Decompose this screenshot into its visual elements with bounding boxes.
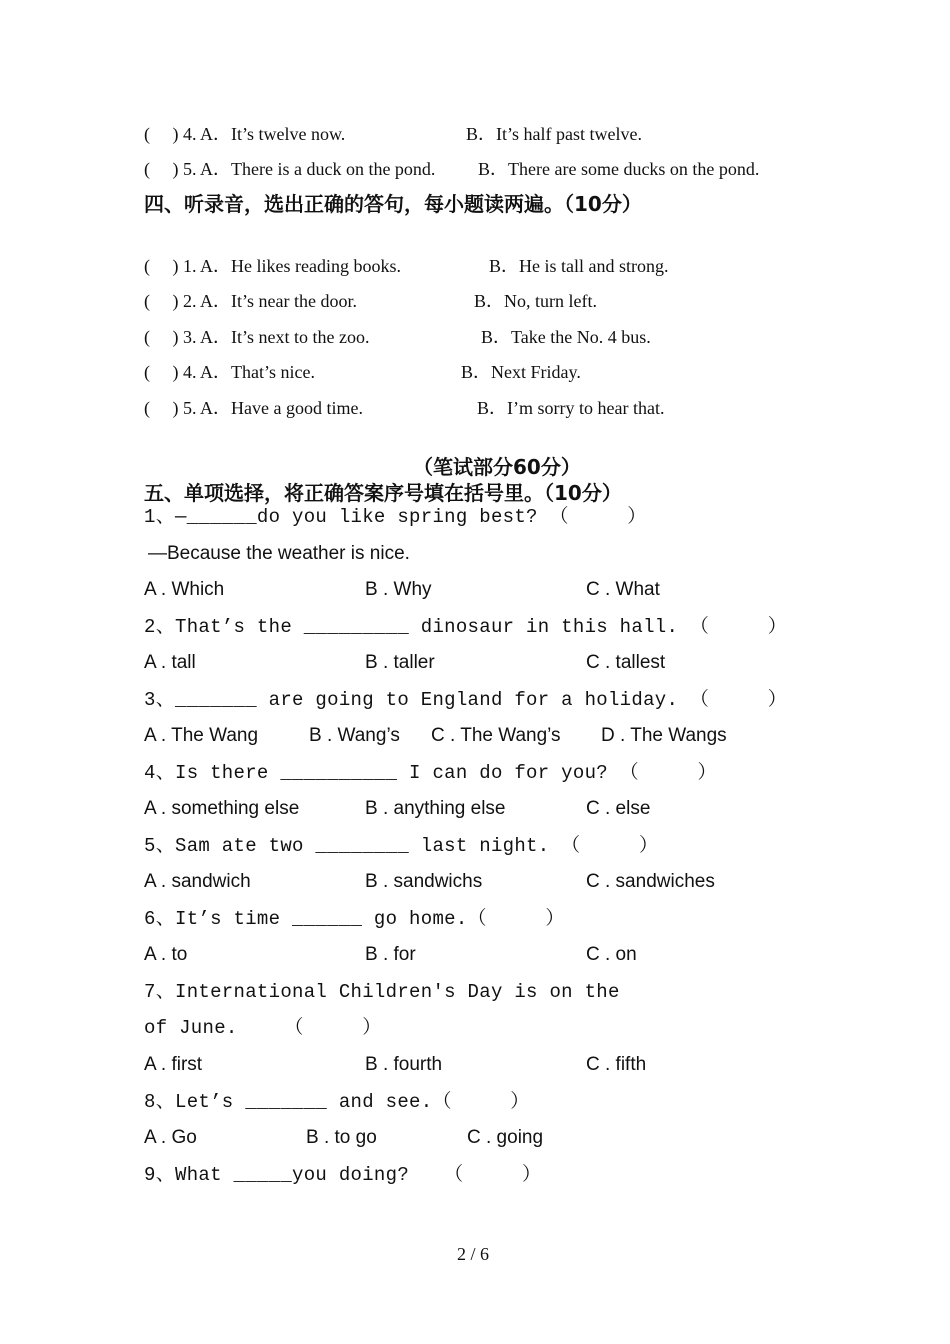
question-4-stem: 4、Is there __________ I can do for you? （ ） [144, 762, 717, 784]
question-1-option-b: B . Why [365, 579, 432, 600]
question-1-option-c: C . What [586, 579, 660, 600]
question-3-option-a: A . The Wang [144, 725, 259, 746]
section-5-heading: 五、单项选择，将正确答案序号填在括号里。（10分） [144, 481, 622, 505]
section-4-item-2-option-a: ( ) 2. A．It’s near the door. [144, 291, 357, 311]
section-4-item-3-option-a: ( ) 3. A．It’s next to the zoo. [144, 327, 370, 347]
question-6-option-a: A . to [144, 944, 188, 965]
question-7-option-b: B . fourth [365, 1054, 443, 1075]
question-3-stem: 3、_______ are going to England for a holiday. （ ） [144, 689, 787, 711]
question-5-option-c: C . sandwiches [586, 871, 715, 892]
question-8-option-b: B . to go [306, 1127, 377, 1148]
section-4-item-4-option-a: ( ) 4. A．That’s nice. [144, 362, 315, 382]
section-4-item-3-option-b: B．Take the No. 4 bus. [481, 327, 651, 347]
question-3-option-b: B . Wang’s [309, 725, 400, 746]
question-5-option-b: B . sandwichs [365, 871, 483, 892]
section-4-item-5-option-b: B．I’m sorry to hear that. [477, 398, 665, 418]
question-7-option-a: A . first [144, 1054, 203, 1075]
question-6-option-b: B . for [365, 944, 416, 965]
section-4-heading: 四、听录音，选出正确的答句，每小题读两遍。（10分） [144, 192, 642, 216]
question-7-stem: 7、International Children's Day is on the [144, 981, 620, 1003]
written-part-title: （笔试部分60分） [413, 455, 581, 479]
question-5-stem: 5、Sam ate two ________ last night. （ ） [144, 835, 659, 857]
question-7-stem-cont: of June. （ ） [144, 1017, 382, 1039]
section-4-item-1-option-a: ( ) 1. A．He likes reading books. [144, 256, 401, 276]
question-8-option-c: C . going [467, 1127, 544, 1148]
question-8-option-a: A . Go [144, 1127, 197, 1148]
question-2-option-a: A . tall [144, 652, 196, 673]
section-4-item-4-option-b: B．Next Friday. [461, 362, 581, 382]
question-3-option-d: D . The Wangs [601, 725, 727, 746]
question-2-option-c: C . tallest [586, 652, 666, 673]
question-3-option-c: C . The Wang’s [431, 725, 561, 746]
section-4-item-5-option-a: ( ) 5. A．Have a good time. [144, 398, 363, 418]
listening-item-5-option-a: ( ) 5. A．There is a duck on the pond. [144, 159, 436, 179]
section-4-item-1-option-b: B．He is tall and strong. [489, 256, 669, 276]
question-1-option-a: A . Which [144, 579, 225, 600]
section-4-item-2-option-b: B．No, turn left. [474, 291, 597, 311]
page-number: 2 / 6 [457, 1244, 490, 1264]
question-4-option-b: B . anything else [365, 798, 506, 819]
question-2-stem: 2、That’s the _________ dinosaur in this hall. （ ） [144, 616, 787, 638]
question-4-option-a: A . something else [144, 798, 300, 819]
question-1-stem: 1、—______do you like spring best? （ ） [144, 506, 647, 528]
question-2-option-b: B . taller [365, 652, 435, 673]
listening-item-4-option-b: B．It’s half past twelve. [466, 124, 642, 144]
question-4-option-c: C . else [586, 798, 651, 819]
listening-item-4-option-a: ( ) 4. A．It’s twelve now. [144, 124, 346, 144]
question-8-stem: 8、Let’s _______ and see.（ ） [144, 1091, 530, 1113]
question-7-option-c: C . fifth [586, 1054, 647, 1075]
question-6-stem: 6、It’s time ______ go home.（ ） [144, 908, 565, 930]
question-5-option-a: A . sandwich [144, 871, 251, 892]
question-9-stem: 9、What _____you doing? （ ） [144, 1164, 542, 1186]
listening-item-5-option-b: B．There are some ducks on the pond. [478, 159, 760, 179]
question-6-option-c: C . on [586, 944, 637, 965]
question-1-reply: —Because the weather is nice. [148, 543, 410, 564]
